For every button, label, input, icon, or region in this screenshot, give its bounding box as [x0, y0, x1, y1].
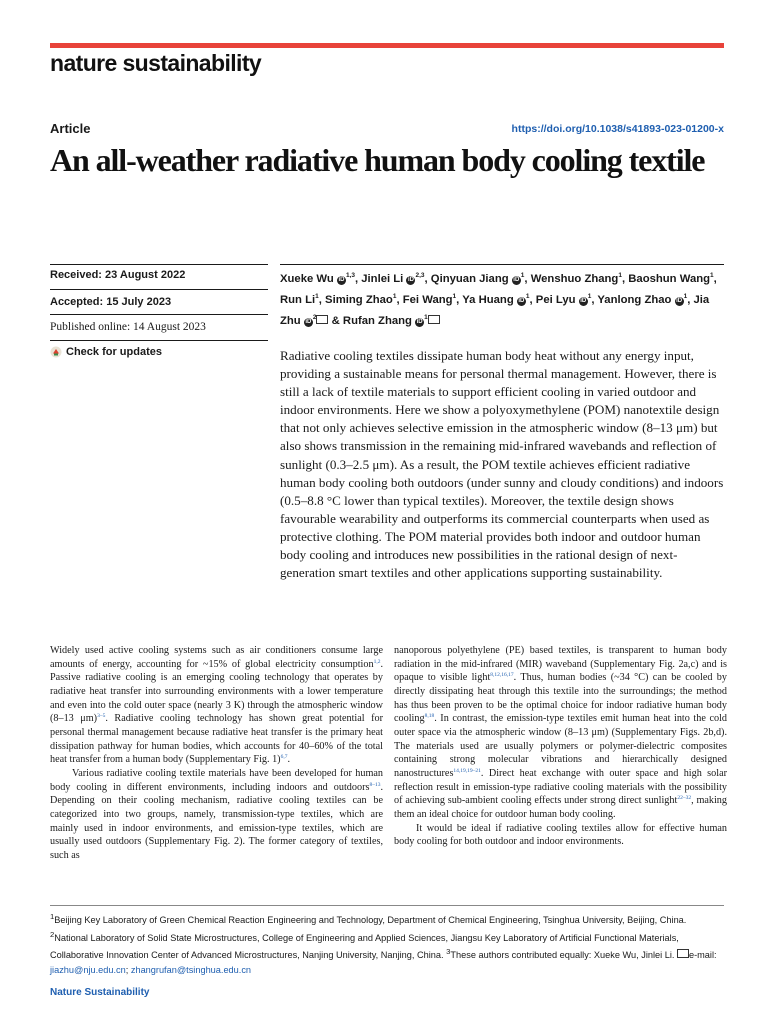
meta-divider — [50, 289, 268, 290]
citation-link[interactable]: 1,2 — [373, 658, 381, 665]
orcid-icon[interactable]: iD — [513, 277, 520, 283]
meta-divider — [50, 340, 268, 341]
header-accent-bar — [50, 43, 724, 48]
author-name[interactable]: Pei Lyu — [535, 294, 576, 306]
check-updates-button[interactable] — [50, 346, 162, 358]
body-paragraph: It would be ideal if radiative cooling textiles allow for effective human body cooling for both outdoor and indoor environments. — [394, 822, 727, 848]
author-name[interactable]: Baoshun Wang — [628, 273, 711, 285]
orcid-icon[interactable]: iD — [407, 277, 414, 283]
author-name[interactable]: Siming Zhao — [325, 294, 393, 306]
author-name[interactable]: Qinyuan Jiang — [430, 273, 509, 285]
citation-link[interactable]: 8,18 — [424, 713, 435, 720]
orcid-icon[interactable]: iD — [416, 319, 423, 325]
accepted-date: Accepted: 15 July 2023 — [50, 296, 172, 308]
published-date: Published online: 14 August 2023 — [50, 321, 206, 333]
abstract: Radiative cooling textiles dissipate human body heat without any energy input, providing a sustainable means for personal thermal management. However, there is still a lack of textile materials to support efficient cooling in varied outdoor and indoor environments. Here we show a polyoxymethylene (POM) nanotextile design that not only achieves selective emission in the atmospheric window (8–13 μm) but also shows transmission in the remaining mid-infrared wavebands and reflection of sunlight (0.3–2.5 μm). As a result, the POM textile achieves efficient radiative human body cooling both outdoors (under sunny and cloudy conditions) and indoors (0.5–8.8 °C lower than typical textiles). Moreover, the textile design shows favourable wearability and outperforms its commercial counterparts when used as protective clothing. The POM material provides both indoor and outdoor human body cooling and introduces new possibilities in the rational design of next-generation smart textiles and other applications supporting sustainability. — [280, 348, 724, 581]
author-name[interactable]: Jia Zhu — [280, 294, 710, 327]
email-link[interactable]: zhangrufan@tsinghua.edu.cn — [130, 964, 252, 975]
orcid-icon[interactable]: iD — [305, 319, 312, 325]
email-icon — [677, 949, 689, 958]
check-updates-label: Check for updates — [66, 346, 162, 358]
doi-link[interactable]: https://doi.org/10.1038/s41893-023-01200-x — [511, 123, 724, 135]
body-paragraph-continued: nanoporous polyethylene (PE) based textiles, is transparent to human body radiation in the mid-infrared (MIR) waveband (Supplementary Fig. 2a,c) and is opaque to visible light$^{8,12,16,17}$. Thus, human bodies (~34 °C) can be cooled by directly dissipating heat through this textile into the surroundings; the method has thus been proven to be the optimal choice for indoor radiative human body cooling$^{8,18}$. In contrast, the emission-type textiles emit human heat into the cold outer space via the atmospheric window (8–13 μm) (Supplementary Figs. 2b,d). The materials used are usually polymers or polymer-dielectric composites containing strong molecular vibrations and hierarchically designed nanostructures$^{14,19,19-21}$. Direct heat exchange with outer space and high solar reflection result in emission-type radiative cooling materials with the possibility of achieving sub-ambient cooling effects under strong direct sunlight$^{22-32}$, making them an ideal choice for outdoor human body cooling. — [394, 645, 727, 820]
author-list: Xueke Wu iD$^{1,3}$, Jinlei Li iD$^{2,3}$, Qinyuan Jiang iD$^1$, Wenshuo Zhang$^1$, Baoshun Wang$^1$, Run Li$^1$, Siming Zhao$^1$, Fei Wang$^1$, Ya Huang iD$^1$, Pei Lyu iD$^1$, Yanlong Zhao iD$^1$, Jia Zhu iD$^2$ & Rufan Zhang iD$^1$ — [280, 272, 717, 327]
footer-journal-name[interactable]: Nature Sustainability — [50, 987, 150, 998]
meta-divider — [50, 314, 268, 315]
orcid-icon[interactable]: iD — [676, 298, 683, 304]
author-name[interactable]: Jinlei Li — [361, 273, 404, 285]
citation-link[interactable]: 8,12,16,17 — [490, 672, 514, 679]
check-updates-icon — [50, 346, 62, 358]
author-name[interactable]: Ya Huang — [462, 294, 514, 306]
email-icon[interactable] — [316, 315, 328, 324]
body-column-left — [50, 644, 383, 863]
footnote-divider — [50, 905, 724, 906]
body-paragraph: Various radiative cooling textile materials have been developed for human body cooling in different environments, including indoors and outdoors$^{8-13}$. Depending on their cooling mechanism, radiative cooling textiles can be categorized into two groups, namely, transmission-type textiles, which are mainly used in indoor environments, and emission-type textiles, which are usually used outdoors (Supplementary Fig. 2). The former category of textiles, such as — [50, 767, 383, 861]
citation-link[interactable]: 14,19,19–21 — [453, 767, 481, 774]
author-name[interactable]: Run Li — [280, 294, 316, 306]
email-icon[interactable] — [428, 315, 440, 324]
citation-link[interactable]: 3–5 — [97, 713, 106, 720]
citation-link[interactable]: 8–13 — [369, 781, 381, 788]
orcid-icon[interactable]: iD — [338, 277, 345, 283]
body-paragraph: Widely used active cooling systems such as air conditioners consume large amounts of energy, accounting for ~15% of global electricity consumption$^{1,2}$. Passive radiative cooling is an emerging cooling technology that operates by radiative heat transfer into surrounding environments with a lower temperature and even into the cold outer space (nearly 3 K) through the atmospheric window (8–13 μm)$^{3-5}$. Radiative cooling technology has shown great potential for personal thermal management because radiative heat transfer is the primary heat dissipation pathway for human bodies, which accounts for 40–60% of the total heat transfer from a human body (Supplementary Fig. 1)$^{6,7}$. — [50, 645, 384, 766]
author-name[interactable]: Xueke Wu — [280, 273, 334, 285]
author-name[interactable]: Wenshuo Zhang — [530, 273, 619, 285]
author-name[interactable]: & Rufan Zhang — [331, 315, 412, 327]
orcid-icon[interactable]: iD — [580, 298, 587, 304]
received-date: Received: 23 August 2022 — [50, 269, 186, 281]
authors-divider — [280, 264, 724, 265]
author-name[interactable]: Yanlong Zhao — [597, 294, 672, 306]
author-name[interactable]: Fei Wang — [402, 294, 453, 306]
orcid-icon[interactable]: iD — [518, 298, 525, 304]
article-type: Article — [50, 121, 91, 136]
meta-divider — [50, 264, 268, 265]
journal-name[interactable]: nature sustainability — [50, 50, 262, 76]
body-column-right — [394, 644, 727, 849]
article-title: An all-weather radiative human body cooling textile — [50, 142, 705, 178]
affiliations-footnote: $^1$Beijing Key Laboratory of Green Chemical Reaction Engineering and Technology, Department of Chemical Engineering, Tsinghua University, Beijing, China. $^2$National Laboratory of Solid State Microstructures, College of Engineering and Applied Sciences, Jiangsu Key Laboratory of Artificial Functional Materials, Collaborative Innovation Center of Advanced Microstructures, Nanjing University, Nanjing, China. $^3$These authors contributed equally: Xueke Wu, Jinlei Li. e-mail: jiazhu@nju.edu.cn; zhangrufan@tsinghua.edu.cn — [50, 912, 717, 975]
citation-link[interactable]: 22–32 — [677, 795, 692, 802]
citation-link[interactable]: 6,7 — [280, 754, 288, 761]
email-link[interactable]: jiazhu@nju.edu.cn — [50, 964, 126, 975]
